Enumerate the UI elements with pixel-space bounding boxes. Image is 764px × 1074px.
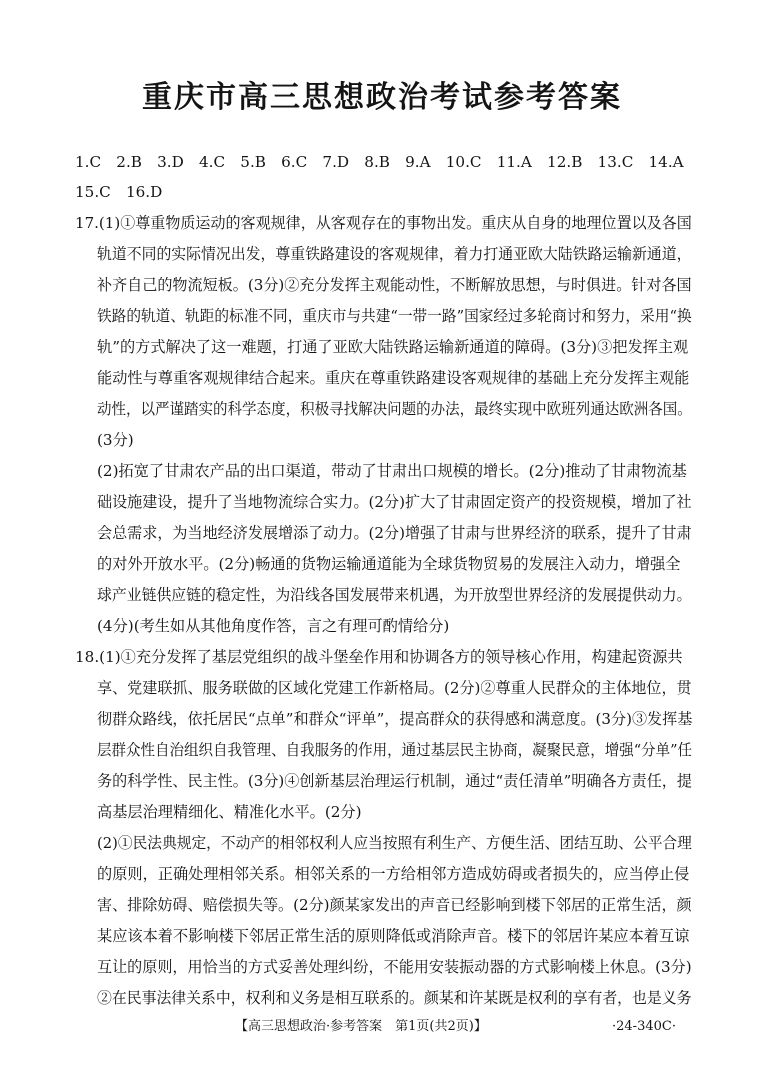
q17-part2-line: 础设施建设，提升了当地物流综合实力。(2分)扩大了甘肃固定资产的投资规模，增加了社 <box>97 493 692 511</box>
q18-part1-line: 层群众性自治组织自我管理、自我服务的作用，通过基层民主协商，凝聚民意，增强“分单”任 <box>97 741 693 759</box>
q18-part1-line: 18.(1)①充分发挥了基层党组织的战斗堡垒作用和协调各方的领导核心作用，构建起资源共 <box>75 648 683 666</box>
q17-part1-line: (3分) <box>97 431 134 449</box>
q17-part1-line: 轨”的方式解决了这一难题，打通了亚欧大陆铁路运输新通道的障碍。(3分)③把发挥主观 <box>97 338 689 356</box>
choice-answers-line-2: 15.C 16.D <box>75 183 163 201</box>
footer-page-info: 【高三思想政治·参考答案 第1页(共2页)】 <box>235 1019 487 1034</box>
q17-part1-line: 补齐自己的物流短板。(3分)②充分发挥主观能动性，不断解放思想，与时俱进。针对各国 <box>97 276 692 294</box>
q17-part1-line: 能动性与尊重客观规律结合起来。重庆在尊重铁路建设客观规律的基础上充分发挥主观能 <box>97 369 690 387</box>
q18-part2-line: (2)①民法典规定，不动产的相邻权利人应当按照有利生产、方便生活、团结互助、公平合理 <box>97 834 692 852</box>
q17-part1-line: 17.(1)①尊重物质运动的客观规律，从客观存在的事物出发。重庆从自身的地理位置以及各国 <box>75 214 692 232</box>
footer-exam-code: ·24-340C· <box>612 1019 676 1034</box>
q17-part1-line: 轨道不同的实际情况出发，尊重铁路建设的客观规律，着力打通亚欧大陆铁路运输新通道， <box>97 245 692 263</box>
choice-answers-line-1: 1.C 2.B 3.D 4.C 5.B 6.C 7.D 8.B 9.A 10.C 11.A 12.B 13.C 14.A <box>75 153 684 171</box>
q17-part2-line: 会总需求，为当地经济发展增添了动力。(2分)增强了甘肃与世界经济的联系，提升了甘肃 <box>97 524 692 542</box>
page-title: 重庆市高三思想政治考试参考答案 <box>142 80 622 115</box>
q17-part2-line: (4分)(考生如从其他角度作答，言之有理可酌情给分) <box>97 617 450 635</box>
q17-part1-line: 铁路的轨道、轨距的标准不同，重庆市与共建“一带一路”国家经过多轮商讨和努力，采用“换 <box>97 307 692 325</box>
q18-part1-line: 高基层治理精细化、精准化水平。(2分) <box>97 803 362 821</box>
q17-part2-line: 的对外开放水平。(2分)畅通的货物运输通道能为全球货物贸易的发展注入动力，增强全 <box>97 555 681 573</box>
q18-part2-line: 害、排除妨碍、赔偿损失等。(2分)颜某家发出的声音已经影响到楼下邻居的正常生活，颜 <box>97 896 692 914</box>
q18-part1-line: 享、党建联抓、服务联做的区域化党建工作新格局。(2分)②尊重人民群众的主体地位，贯 <box>97 679 692 697</box>
q17-part2-line: 球产业链供应链的稳定性，为沿线各国发展带来机遇，为开放型世界经济的发展提供动力。 <box>97 586 692 604</box>
q17-part2-line: (2)拓宽了甘肃农产品的出口渠道，带动了甘肃出口规模的增长。(2分)推动了甘肃物流基 <box>97 462 687 480</box>
q18-part2-line: ②在民事法律关系中，权利和义务是相互联系的。颜某和许某既是权利的享有者，也是义务 <box>97 989 692 1007</box>
q18-part1-line: 彻群众路线，依托居民“点单”和群众“评单”，提高群众的获得感和满意度。(3分)③发挥基 <box>97 710 693 728</box>
q18-part1-line: 务的科学性、民主性。(3分)④创新基层治理运行机制，通过“责任清单”明确各方责任，提 <box>97 772 692 790</box>
q18-part2-line: 的原则，正确处理相邻关系。相邻关系的一方给相邻方造成妨碍或者损失的，应当停止侵 <box>97 865 690 883</box>
q18-part2-line: 某应该本着不影响楼下邻居正常生活的原则降低或消除声音。楼下的邻居许某应本着互谅 <box>97 927 690 945</box>
q17-part1-line: 动性，以严谨踏实的科学态度，积极寻找解决问题的办法，最终实现中欧班列通达欧洲各国。 <box>97 400 692 418</box>
q18-part2-line: 互让的原则，用恰当的方式妥善处理纠纷，不能用安装振动器的方式影响楼上休息。(3分) <box>97 958 692 976</box>
